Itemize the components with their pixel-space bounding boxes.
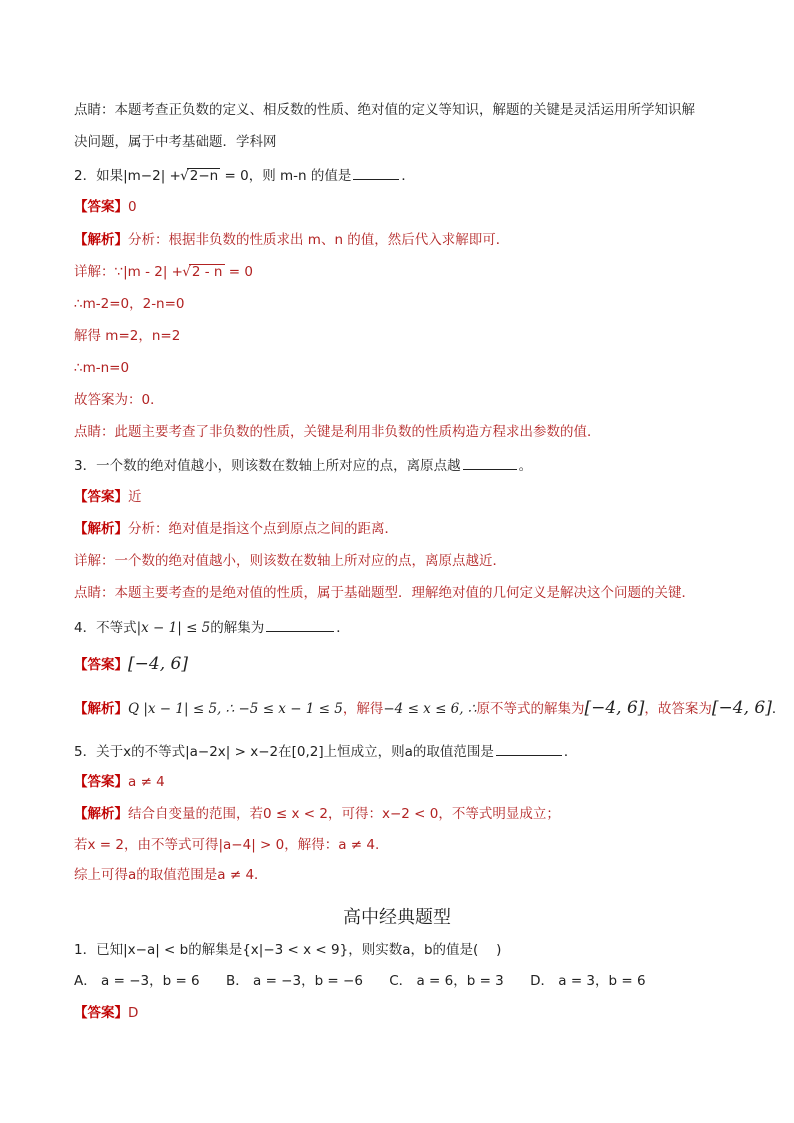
step-row-1: ∴m-2=0，2-n=0 <box>74 296 185 312</box>
answer-row-2: 【答案】0 <box>74 199 137 215</box>
answer-blank <box>266 617 334 632</box>
option-d: D． a = 3，b = 6 <box>530 973 646 989</box>
conclusion-row-5: 综上可得a的取值范围是a ≠ 4． <box>74 867 268 883</box>
detail-row-2: 详解：∵|m - 2| + √ 2 - n = 0 <box>74 263 253 281</box>
analysis-row-5: 【解析】结合自变量的范围，若0 ≤ x < 2，可得：x−2 < 0，不等式明显成立； <box>74 806 560 822</box>
comment-line-1: 点睛：本题考查正负数的定义、相反数的性质、绝对值的定义等知识，解题的关键是灵活运用所学知识解 <box>74 102 695 118</box>
answer-blank <box>463 455 517 470</box>
answer-row-3: 【答案】近 <box>74 489 142 505</box>
option-c: C． a = 6，b = 3 <box>389 973 504 989</box>
option-a: A． a = −3，b = 6 <box>74 973 200 989</box>
analysis-row-3: 【解析】分析：绝对值是指这个点到原点之间的距离． <box>74 521 398 537</box>
comment-row-3: 点睛：本题主要考查的是绝对值的性质，属于基础题型．理解绝对值的几何定义是解决这个问题的关键． <box>74 585 695 601</box>
question-3: 3．一个数的绝对值越小，则该数在数轴上所对应的点，离原点越 。 <box>74 455 532 475</box>
option-b: B． a = −3，b = −6 <box>225 973 363 989</box>
answer-row-c1: 【答案】D <box>74 1005 139 1021</box>
question-2: 2．如果|m−2| + √ 2−n = 0，则 m-n 的值是 ． <box>74 165 415 185</box>
final-row-2: 故答案为：0． <box>74 392 164 408</box>
answer-blank <box>496 741 562 756</box>
analysis-row-2: 【解析】分析：根据非负数的性质求出 m、n 的值，然后代入求解即可． <box>74 232 510 248</box>
answer-blank <box>353 165 399 180</box>
step-row-3: ∴m-n=0 <box>74 360 130 376</box>
question-4: 4．不等式|x − 1| ≤ 5的解集为 ． <box>74 617 350 637</box>
analysis-row-4: 【解析】Q |x − 1| ≤ 5, ∴ −5 ≤ x − 1 ≤ 5，解得−4 ≤ x ≤ 6, ∴原不等式的解集为[−4, 6]，故答案为[−4, 6]． <box>74 698 786 718</box>
options-row <box>74 972 668 990</box>
sqrt-expression: √ 2−n <box>187 168 220 184</box>
case-row-5: 若x = 2，由不等式可得|a−4| > 0，解得：a ≠ 4. <box>74 837 380 853</box>
question-5: 5．关于x的不等式|a−2x| > x−2在[0,2]上恒成立，则a的取值范围是 ． <box>74 741 577 761</box>
comment-line-2: 决问题，属于中考基础题．学科网 <box>74 134 277 150</box>
detail-row-3: 详解：一个数的绝对值越小，则该数在数轴上所对应的点，离原点越近． <box>74 553 506 569</box>
step-row-2: 解得 m=2，n=2 <box>74 328 181 344</box>
answer-row-4: 【答案】[−4, 6] <box>74 654 188 674</box>
section-title: 高中经典题型 <box>343 907 451 928</box>
comment-row-2: 点睛：此题主要考查了非负数的性质，关键是利用非负数的性质构造方程求出参数的值． <box>74 424 601 440</box>
classic-question-1: 1．已知|x−a| < b的解集是{x|−3 < x < 9}，则实数a，b的值是( ) <box>74 942 502 958</box>
answer-row-5: 【答案】a ≠ 4 <box>74 774 165 790</box>
